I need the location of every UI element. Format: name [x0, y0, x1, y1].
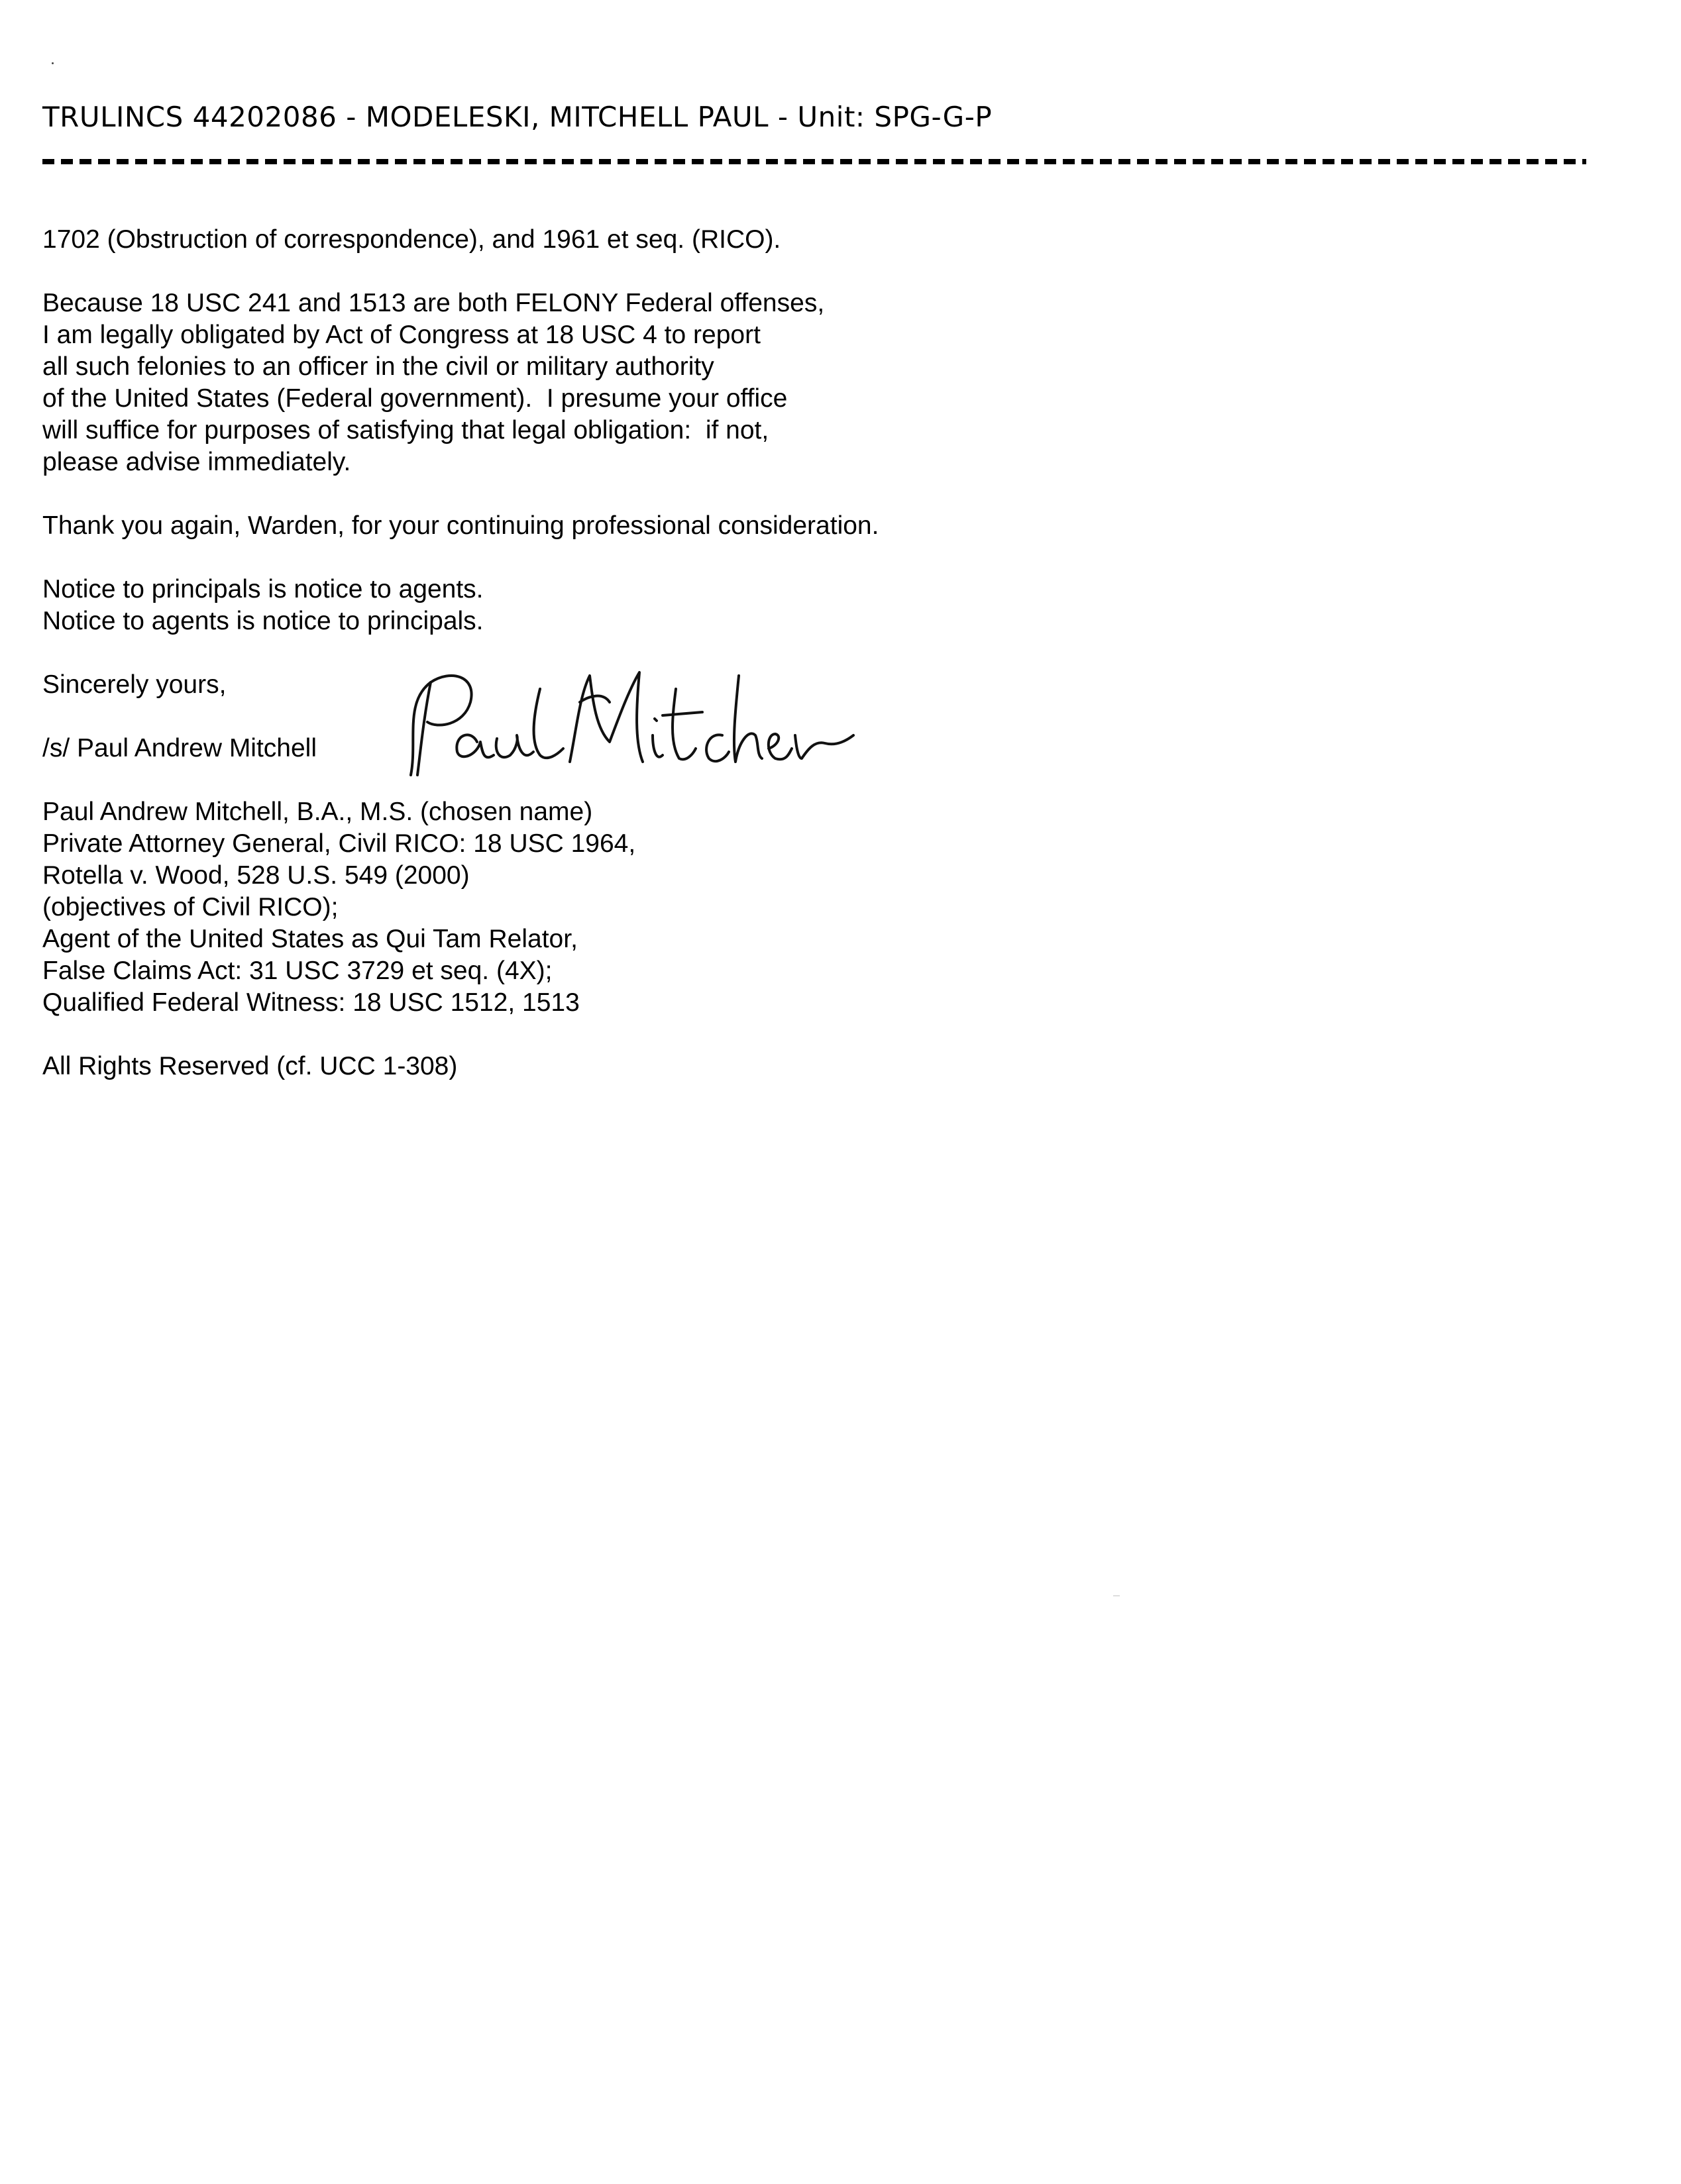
paragraph-rico-citation: 1702 (Obstruction of correspondence), and 1961 et seq. (RICO).	[42, 225, 781, 254]
rights-reserved-line: All Rights Reserved (cf. UCC 1-308)	[42, 1052, 458, 1080]
paragraph-thanks: Thank you again, Warden, for your continuing professional consideration.	[42, 511, 879, 540]
signature-block: Paul Andrew Mitchell, B.A., M.S. (chosen name) Private Attorney General, Civil RICO: 18 USC 1964, Rotella v. Wood, 528 U.S. 549 (2000) (objectives of Civil RICO); Agent of the United States as Qui Tam Relator, False Claims Act: 31 USC 3729 et seq. (4X); Qualified Federal Witness: 18 USC 1512, 1513	[42, 798, 636, 1017]
scan-mark	[1113, 1595, 1120, 1596]
electronic-signature-line: /s/ Paul Andrew Mitchell	[42, 734, 317, 762]
trulincs-header: TRULINCS 44202086 - MODELESKI, MITCHELL PAUL - Unit: SPG-G-P	[42, 101, 993, 133]
dashed-separator	[42, 159, 1586, 164]
paragraph-felony-report: Because 18 USC 241 and 1513 are both FELONY Federal offenses, I am legally obligated by Act of Congress at 18 USC 4 to report all such felonies to an officer in the civil or military authority of the United States (Federal government). I presume your office will suffice for purposes of satisfying that legal obligation: if not, please advise immediately.	[42, 289, 825, 476]
closing-salutation: Sincerely yours,	[42, 670, 227, 699]
scan-speck	[52, 62, 54, 64]
handwritten-signature	[391, 662, 855, 782]
paragraph-notice: Notice to principals is notice to agents. Notice to agents is notice to principals.	[42, 575, 484, 635]
